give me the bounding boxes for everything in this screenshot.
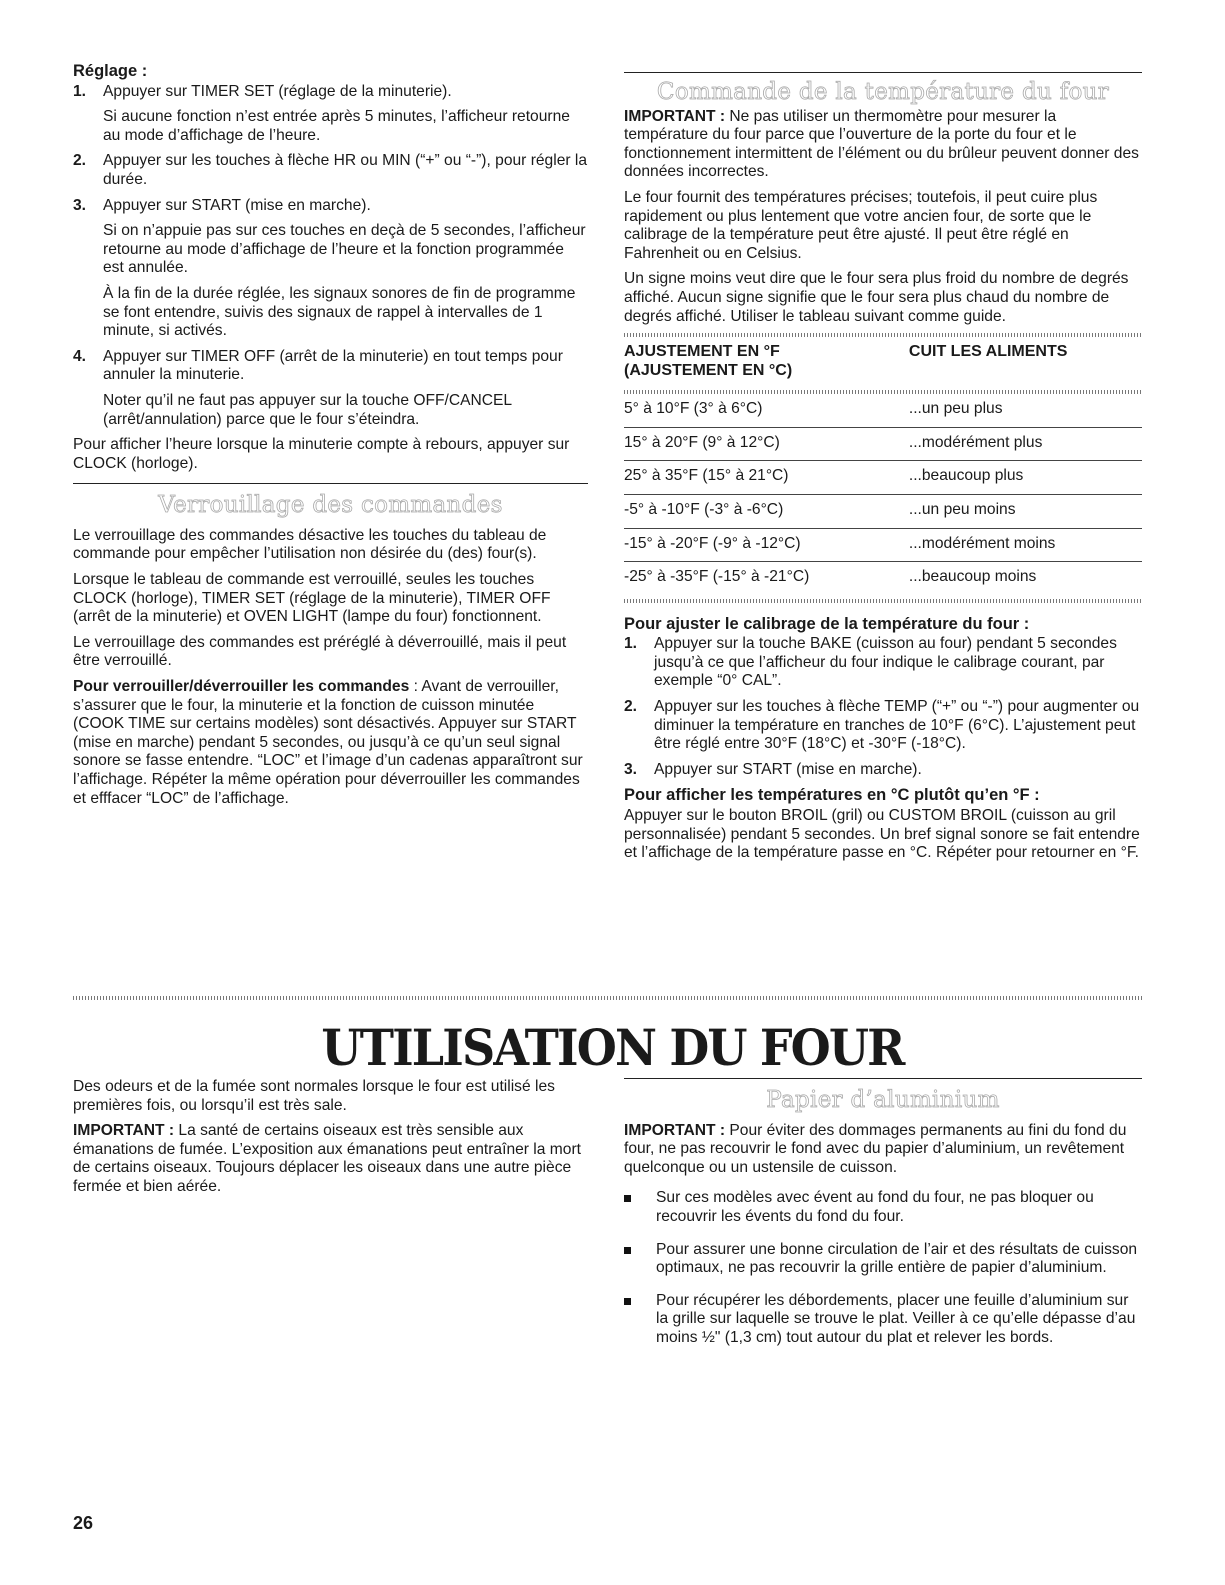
list-item — [624, 1189, 1142, 1226]
list-item — [624, 635, 1142, 691]
right-column-top — [624, 62, 1142, 870]
table-cell: 25° à 35°F (15° à 21°C) — [624, 461, 909, 495]
table-cell: -25° à -35°F (-15° à -21°C) — [624, 568, 810, 586]
list-item — [73, 197, 588, 341]
step-number: 3. — [73, 196, 87, 214]
calibration-heading: Pour ajuster le calibrage de la température du four : — [624, 614, 1030, 633]
bullet-text: Sur ces modèles avec évent au fond du four, ne pas bloquer ou recouvrir les évents du fond du four. — [656, 1189, 1094, 1225]
header-line: (AJUSTEMENT EN °C) — [624, 361, 793, 379]
celsius-heading: Pour afficher les températures en °C plutôt qu’en °F : — [624, 786, 1040, 805]
table-cell: ...un peu plus — [909, 394, 1142, 427]
list-item — [73, 83, 588, 146]
reglage-footer: Pour afficher l’heure lorsque la minuterie compte à rebours, appuyer sur CLOCK (horloge). — [73, 436, 570, 472]
bullet-text: Pour récupérer les débordements, placer une feuille d’aluminium sur la grille sur laquelle se trouve le plat. Veiller à ce qu’elle dépasse d’au moins ½" (1,3 cm) tout autour du plat et relever les bords. — [656, 1291, 1136, 1346]
list-item — [73, 152, 588, 189]
important-text: Pour éviter des dommages permanents au fini du fond du four, ne pas recouvrir le fond avec du papier d’aluminium, un revêtement quelconque ou un ustensile de cuisson. — [624, 1121, 1127, 1176]
calibration-steps — [624, 635, 1142, 779]
table-row — [624, 494, 1142, 528]
step-text: Si on n’appuie pas sur ces touches en deçà de 5 secondes, l’afficheur retourne au mode d’affichage de l’heure et la fonction programmée est annulée. — [103, 222, 586, 277]
lock-text: : Avant de verrouiller, s’assurer que le four, la minuterie et la fonction de cuisson minutée (COOK TIME sur certains modèles) sont désactivés. Appuyer sur START (mise en marche) pendant 5 secondes, ou jusqu’à ce qu’un seul signal sonore se fasse entendre. “LOC” et l’image d’un cadenas apparaîtront sur l’affichage. Répéter la même opération pour déverrouiller les commandes et efffacer “LOC” de l’affichage. — [73, 678, 583, 807]
reglage-heading: Réglage : — [73, 62, 148, 80]
step-text: Appuyer sur les touches à flèche TEMP (“+” ou “-”) pour augmenter ou diminuer la température en tranches de 10°F (6°C). L’ajustement peut être réglé entre 30°F (18°C) et -30°F (-18°C). — [654, 698, 1140, 753]
verrouillage-title: Verrouillage des commandes — [158, 492, 503, 519]
bullet-text: Pour assurer une bonne circulation de l’air et des résultats de cuisson optimaux, ne pas recouvrir la grille entière de papier d’aluminium. — [656, 1240, 1138, 1277]
step-text: Appuyer sur la touche BAKE (cuisson au four) pendant 5 secondes jusqu’à ce que l’afficheur du four indique le calibrage courant, par exemple “0° CAL”. — [654, 635, 1117, 690]
lock-heading: Pour verrouiller/déverrouiller les commandes — [73, 678, 410, 696]
papier-bullets — [624, 1189, 1142, 1347]
table-cell: ...beaucoup plus — [909, 461, 1142, 495]
step-text: Appuyer sur les touches à flèche HR ou MIN (“+” ou “-”), pour régler la durée. — [103, 152, 588, 188]
important-label: IMPORTANT : — [624, 107, 726, 125]
step-text: Appuyer sur START (mise en marche). — [654, 760, 922, 778]
important-label: IMPORTANT : — [73, 1122, 175, 1140]
list-item — [624, 1292, 1142, 1348]
list-item — [624, 1241, 1142, 1278]
table-row — [624, 394, 1142, 427]
table-row — [624, 461, 1142, 495]
step-number: 1. — [73, 82, 87, 100]
page-section-divider — [73, 996, 1142, 1000]
table-cell: ...beaucoup moins — [908, 568, 1037, 586]
table-header-row — [624, 339, 1142, 386]
step-text: Appuyer sur TIMER OFF (arrêt de la minuterie) en tout temps pour annuler la minuterie. — [103, 347, 563, 384]
commande-paragraph: Un signe moins veut dire que le four sera plus froid du nombre de degrés affiché. Aucun signe signifie que le four sera plus chaud du nombre de degrés affiché. Utiliser le tableau suivant comme guide. — [624, 270, 1129, 325]
commande-paragraph: Le four fournit des températures précises; toutefois, il peut cuire plus rapidement ou plus lentement que votre ancien four, de sorte que le calibrage de la température peut être ajusté. Il peut être réglé en Fahrenheit ou en Celsius. — [624, 188, 1098, 262]
square-bullet-icon — [624, 1298, 631, 1305]
table-cell: 15° à 20°F (9° à 12°C) — [624, 427, 909, 461]
important-paragraph — [624, 1122, 1142, 1178]
section-divider — [624, 72, 1142, 73]
step-text: Si aucune fonction n’est entrée après 5 minutes, l’afficheur retourne au mode d’affichage de l’heure. — [103, 108, 570, 144]
table-bottom-border — [624, 599, 1142, 603]
step-text: Appuyer sur TIMER SET (réglage de la minuterie). — [103, 82, 452, 100]
square-bullet-icon — [624, 1195, 631, 1202]
table-top-border — [624, 333, 1142, 337]
commande-temp-title: Commande de la température du four — [656, 79, 1110, 105]
square-bullet-icon — [624, 1247, 631, 1254]
step-text: À la fin de la durée réglée, les signaux sonores de fin de programme se font entendre, suivis des signaux de rappel à intervalles de 1 minute, si activés. — [103, 284, 576, 340]
header-line: AJUSTEMENT EN °F — [624, 343, 780, 361]
important-label: IMPORTANT : — [624, 1121, 726, 1139]
left-column-bottom — [73, 1078, 588, 1204]
table-row — [624, 427, 1142, 461]
right-column-bottom — [624, 1078, 1142, 1362]
table-cell: ...modérément plus — [909, 427, 1142, 461]
table-cell: ...un peu moins — [909, 494, 1142, 528]
step-number: 3. — [624, 760, 638, 778]
column-header-adjustment — [624, 339, 909, 386]
list-item — [624, 698, 1142, 754]
table-cell: -5° à -10°F (-3° à -6°C) — [624, 494, 909, 528]
table-cell: 5° à 10°F (3° à 6°C) — [624, 394, 909, 427]
papier-title: Papier d’aluminium — [766, 1087, 1000, 1113]
reglage-steps — [73, 83, 588, 430]
important-paragraph — [624, 108, 1142, 182]
calibration-table-body — [624, 394, 1142, 595]
table-cell: ...modérément moins — [909, 528, 1142, 562]
step-text: Noter qu’il ne faut pas appuyer sur la touche OFF/CANCEL (arrêt/annulation) parce que le four s’éteindra. — [103, 391, 512, 428]
step-text: Appuyer sur START (mise en marche). — [103, 196, 371, 214]
celsius-text: Appuyer sur le bouton BROIL (gril) ou CUSTOM BROIL (cuisson au gril personnalisée) pendant 5 secondes. Un bref signal sonore se fait entendre et l’affichage de la température passe en °C. Répéter pour retourner en °F. — [624, 807, 1140, 862]
column-header-result: CUIT LES ALIMENTS — [908, 343, 1068, 361]
verrouillage-paragraph: Le verrouillage des commandes désactive les touches du tableau de commande pour empêcher l’utilisation non désirée du (des) four(s). — [73, 526, 547, 563]
table-row — [624, 562, 1142, 595]
calibration-table — [624, 339, 1142, 386]
important-text: Ne pas utiliser un thermomètre pour mesurer la température du four parce que l’ouverture de la porte du four et le fonctionnement intermittent de l’élément ou du brûleur peuvent donner des données incorrectes. — [624, 107, 1139, 181]
section-divider — [73, 483, 588, 484]
list-item — [624, 761, 1142, 780]
step-number: 2. — [624, 698, 638, 716]
table-row — [624, 528, 1142, 562]
utilisation-paragraph: Des odeurs et de la fumée sont normales lorsque le four est utilisé les premières fois, ou lorsqu’il est très sale. — [73, 1078, 555, 1114]
table-cell: -15° à -20°F (-9° à -12°C) — [624, 528, 909, 562]
page-number: 26 — [73, 1513, 94, 1533]
left-column-top — [73, 62, 588, 815]
verrouillage-paragraph: Le verrouillage des commandes est préréglé à déverrouillé, mais il peut être verrouillé. — [73, 633, 567, 670]
step-number: 2. — [73, 152, 87, 170]
verrouillage-paragraph: Lorsque le tableau de commande est verrouillé, seules les touches CLOCK (horloge), TIMER SET (réglage de la minuterie), TIMER OFF (arrêt de la minuterie) et OVEN LIGHT (lampe du four) fonctionnent. — [73, 571, 551, 626]
important-paragraph — [73, 1122, 588, 1196]
list-item — [73, 348, 588, 429]
page-title: UTILISATION DU FOUR — [321, 1018, 904, 1077]
step-number: 4. — [73, 347, 87, 365]
section-divider — [624, 1078, 1142, 1079]
important-text: La santé de certains oiseaux est très sensible aux émanations de fumée. L’exposition aux émanations peut entraîner la mort de certains oiseaux. Toujours déplacer les oiseaux dans une autre pièce fermée et bien aérée. — [73, 1122, 581, 1195]
verrouillage-paragraph — [73, 678, 588, 808]
step-number: 1. — [624, 635, 638, 653]
